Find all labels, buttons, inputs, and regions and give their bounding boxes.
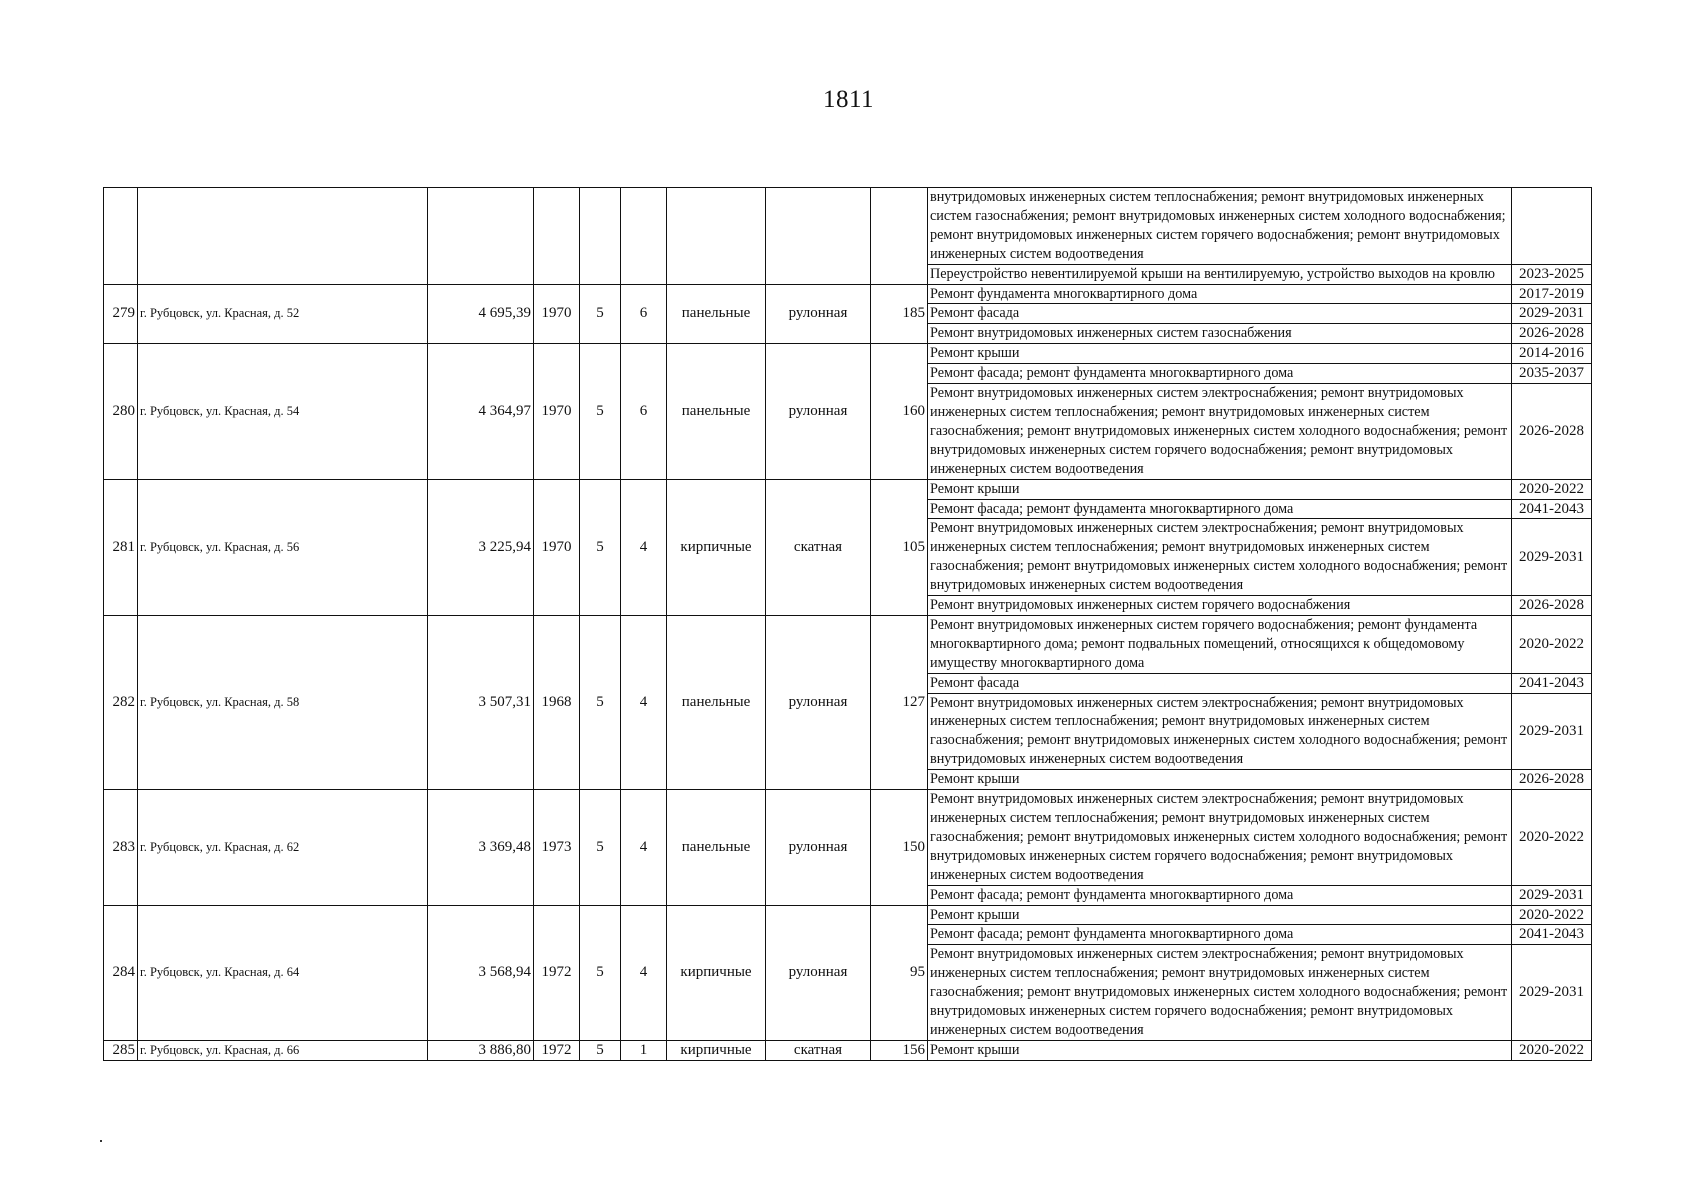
table-row xyxy=(104,188,1592,265)
work-description: Ремонт внутридомовых инженерных систем электроснабжения; ремонт внутридомовых инженерных систем теплоснабжения; ремонт внутридомовых инженерных систем газоснабжения; ремонт внутридомовых инженерных систем холодного водоснабжения; ремонт внутридомовых инженерных систем водоотведения xyxy=(928,519,1512,596)
work-description: Ремонт внутридомовых инженерных систем горячего водоснабжения xyxy=(928,596,1512,616)
building-address: г. Рубцовск, ул. Красная, д. 56 xyxy=(138,479,428,615)
entrance-count: 4 xyxy=(621,905,667,1040)
wall-material: панельные xyxy=(667,344,766,479)
work-description: Ремонт фасада; ремонт фундамента многоквартирного дома xyxy=(928,364,1512,384)
work-period: 2020-2022 xyxy=(1512,905,1592,925)
work-period: 2020-2022 xyxy=(1512,790,1592,886)
work-period: 2020-2022 xyxy=(1512,615,1592,673)
row-number: 280 xyxy=(104,344,138,479)
work-period: 2026-2028 xyxy=(1512,770,1592,790)
work-period: 2023-2025 xyxy=(1512,264,1592,284)
entrance-count: 1 xyxy=(621,1040,667,1060)
build-year: 1970 xyxy=(534,344,580,479)
row-number: 279 xyxy=(104,284,138,344)
work-description: Ремонт крыши xyxy=(928,479,1512,499)
table-row xyxy=(104,905,1592,925)
apartment-count: 160 xyxy=(871,344,928,479)
continuation-empty-cell xyxy=(871,188,928,285)
apartment-count: 127 xyxy=(871,615,928,789)
apartment-count: 105 xyxy=(871,479,928,615)
work-period: 2029-2031 xyxy=(1512,693,1592,770)
work-period xyxy=(1512,188,1592,265)
roof-type: рулонная xyxy=(766,284,871,344)
work-description: Ремонт крыши xyxy=(928,344,1512,364)
entrance-count: 6 xyxy=(621,344,667,479)
table-row xyxy=(104,1040,1592,1060)
row-number: 283 xyxy=(104,790,138,905)
continuation-empty-cell xyxy=(534,188,580,285)
work-period: 2035-2037 xyxy=(1512,364,1592,384)
work-description: Ремонт фасада; ремонт фундамента многоквартирного дома xyxy=(928,925,1512,945)
floor-count: 5 xyxy=(580,284,621,344)
build-year: 1970 xyxy=(534,479,580,615)
work-description: Ремонт внутридомовых инженерных систем электроснабжения; ремонт внутридомовых инженерных систем теплоснабжения; ремонт внутридомовых инженерных систем газоснабжения; ремонт внутридомовых инженерных систем холодного водоснабжения; ремонт внутридомовых инженерных систем водоотведения xyxy=(928,693,1512,770)
entrance-count: 4 xyxy=(621,479,667,615)
build-year: 1970 xyxy=(534,284,580,344)
work-period: 2041-2043 xyxy=(1512,925,1592,945)
work-description: Ремонт крыши xyxy=(928,905,1512,925)
work-description: Переустройство невентилируемой крыши на вентилируемую, устройство выходов на кровлю xyxy=(928,264,1512,284)
apartment-count: 185 xyxy=(871,284,928,344)
build-year: 1973 xyxy=(534,790,580,905)
work-description: Ремонт фундамента многоквартирного дома xyxy=(928,284,1512,304)
roof-type: скатная xyxy=(766,479,871,615)
row-number: 285 xyxy=(104,1040,138,1060)
work-period: 2026-2028 xyxy=(1512,384,1592,480)
continuation-empty-cell xyxy=(138,188,428,285)
table-row xyxy=(104,790,1592,886)
continuation-empty-cell xyxy=(428,188,534,285)
table-row xyxy=(104,615,1592,673)
work-description: Ремонт фасада; ремонт фундамента многоквартирного дома xyxy=(928,885,1512,905)
total-area: 3 568,94 xyxy=(428,905,534,1040)
work-description: Ремонт фасада xyxy=(928,673,1512,693)
work-description: Ремонт крыши xyxy=(928,1040,1512,1060)
work-description: Ремонт внутридомовых инженерных систем горячего водоснабжения; ремонт фундамента многоквартирного дома; ремонт подвальных помещений, относящихся к общедомовому имуществу многоквартирного дома xyxy=(928,615,1512,673)
roof-type: рулонная xyxy=(766,790,871,905)
work-description: Ремонт внутридомовых инженерных систем газоснабжения xyxy=(928,324,1512,344)
wall-material: кирпичные xyxy=(667,1040,766,1060)
floor-count: 5 xyxy=(580,905,621,1040)
wall-material: панельные xyxy=(667,284,766,344)
work-description: Ремонт внутридомовых инженерных систем электроснабжения; ремонт внутридомовых инженерных систем теплоснабжения; ремонт внутридомовых инженерных систем газоснабжения; ремонт внутридомовых инженерных систем холодного водоснабжения; ремонт внутридомовых инженерных систем горячего водоснабжения; ремонт внутридомовых инженерных систем водоотведения xyxy=(928,945,1512,1041)
work-description: внутридомовых инженерных систем теплоснабжения; ремонт внутридомовых инженерных систем газоснабжения; ремонт внутридомовых инженерных систем холодного водоснабжения; ремонт внутридомовых инженерных систем горячего водоснабжения; ремонт внутридомовых инженерных систем водоотведения xyxy=(928,188,1512,265)
work-period: 2041-2043 xyxy=(1512,673,1592,693)
wall-material: кирпичные xyxy=(667,905,766,1040)
continuation-empty-cell xyxy=(104,188,138,285)
wall-material: панельные xyxy=(667,615,766,789)
row-number: 282 xyxy=(104,615,138,789)
build-year: 1968 xyxy=(534,615,580,789)
capital-repair-table xyxy=(103,187,1592,1061)
apartment-count: 156 xyxy=(871,1040,928,1060)
building-address: г. Рубцовск, ул. Красная, д. 58 xyxy=(138,615,428,789)
apartment-count: 95 xyxy=(871,905,928,1040)
work-period: 2029-2031 xyxy=(1512,885,1592,905)
work-period: 2029-2031 xyxy=(1512,304,1592,324)
floor-count: 5 xyxy=(580,790,621,905)
work-period: 2041-2043 xyxy=(1512,499,1592,519)
floor-count: 5 xyxy=(580,615,621,789)
entrance-count: 6 xyxy=(621,284,667,344)
entrance-count: 4 xyxy=(621,790,667,905)
work-description: Ремонт фасада; ремонт фундамента многоквартирного дома xyxy=(928,499,1512,519)
building-address: г. Рубцовск, ул. Красная, д. 52 xyxy=(138,284,428,344)
roof-type: рулонная xyxy=(766,905,871,1040)
work-period: 2020-2022 xyxy=(1512,1040,1592,1060)
building-address: г. Рубцовск, ул. Красная, д. 62 xyxy=(138,790,428,905)
build-year: 1972 xyxy=(534,1040,580,1060)
total-area: 4 695,39 xyxy=(428,284,534,344)
building-address: г. Рубцовск, ул. Красная, д. 66 xyxy=(138,1040,428,1060)
work-period: 2029-2031 xyxy=(1512,519,1592,596)
continuation-empty-cell xyxy=(621,188,667,285)
row-number: 281 xyxy=(104,479,138,615)
continuation-empty-cell xyxy=(667,188,766,285)
page-number: 1811 xyxy=(822,86,875,113)
building-address: г. Рубцовск, ул. Красная, д. 64 xyxy=(138,905,428,1040)
work-description: Ремонт фасада xyxy=(928,304,1512,324)
work-description: Ремонт внутридомовых инженерных систем электроснабжения; ремонт внутридомовых инженерных систем теплоснабжения; ремонт внутридомовых инженерных систем газоснабжения; ремонт внутридомовых инженерных систем холодного водоснабжения; ремонт внутридомовых инженерных систем горячего водоснабжения; ремонт внутридомовых инженерных систем водоотведения xyxy=(928,790,1512,886)
roof-type: рулонная xyxy=(766,615,871,789)
floor-count: 5 xyxy=(580,1040,621,1060)
total-area: 3 225,94 xyxy=(428,479,534,615)
build-year: 1972 xyxy=(534,905,580,1040)
table-row xyxy=(104,284,1592,304)
work-period: 2020-2022 xyxy=(1512,479,1592,499)
row-number: 284 xyxy=(104,905,138,1040)
work-description: Ремонт крыши xyxy=(928,770,1512,790)
continuation-empty-cell xyxy=(766,188,871,285)
table-row xyxy=(104,479,1592,499)
table-row xyxy=(104,344,1592,364)
work-period: 2026-2028 xyxy=(1512,596,1592,616)
total-area: 3 886,80 xyxy=(428,1040,534,1060)
apartment-count: 150 xyxy=(871,790,928,905)
total-area: 3 369,48 xyxy=(428,790,534,905)
roof-type: скатная xyxy=(766,1040,871,1060)
wall-material: кирпичные xyxy=(667,479,766,615)
work-period: 2029-2031 xyxy=(1512,945,1592,1041)
entrance-count: 4 xyxy=(621,615,667,789)
work-period: 2017-2019 xyxy=(1512,284,1592,304)
work-period: 2026-2028 xyxy=(1512,324,1592,344)
roof-type: рулонная xyxy=(766,344,871,479)
floor-count: 5 xyxy=(580,479,621,615)
wall-material: панельные xyxy=(667,790,766,905)
scan-speck xyxy=(100,1140,102,1142)
building-address: г. Рубцовск, ул. Красная, д. 54 xyxy=(138,344,428,479)
total-area: 4 364,97 xyxy=(428,344,534,479)
total-area: 3 507,31 xyxy=(428,615,534,789)
work-period: 2014-2016 xyxy=(1512,344,1592,364)
work-description: Ремонт внутридомовых инженерных систем электроснабжения; ремонт внутридомовых инженерных систем теплоснабжения; ремонт внутридомовых инженерных систем газоснабжения; ремонт внутридомовых инженерных систем холодного водоснабжения; ремонт внутридомовых инженерных систем горячего водоснабжения; ремонт внутридомовых инженерных систем водоотведения xyxy=(928,384,1512,480)
continuation-empty-cell xyxy=(580,188,621,285)
floor-count: 5 xyxy=(580,344,621,479)
